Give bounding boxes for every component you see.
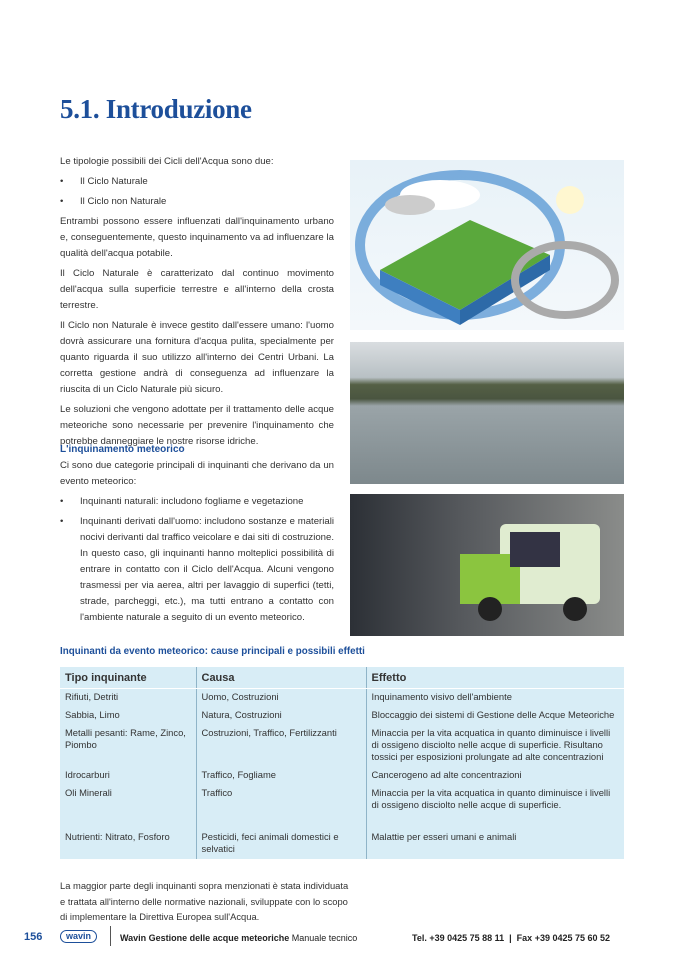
- page-number: 156: [24, 931, 43, 943]
- paragraph: Ci sono due categorie principali di inquinanti che derivano da un evento meteorico:: [60, 460, 334, 487]
- table-cell: Nutrienti: Nitrato, Fosforo: [65, 831, 170, 842]
- table-row: [60, 725, 624, 767]
- table-cell: Sabbia, Limo: [65, 709, 120, 720]
- paragraph: Il Ciclo non Naturale è invece gestito dall'essere umano: l'uomo dovrà assicurare una fornitura d'acqua pulita, specialmente per quanto riguarda il suo utilizzo all'interno dei Centri Urbani. La corretta gestione andrà di conseguenza ad influenzare la riuscita di un Ciclo Naturale più sicuro.: [60, 320, 334, 395]
- table-cell: Traffico, Fogliame: [196, 767, 366, 785]
- water-cycle-illustration: [350, 160, 624, 330]
- table-cell: Cancerogeno ad alte concentrazioni: [366, 767, 624, 785]
- wavin-logo: wavin: [60, 930, 97, 943]
- table-cell: Bloccaggio dei sistemi di Gestione delle Acque Meteoriche: [366, 707, 624, 725]
- table-caption: Inquinanti da evento meteorico: cause principali e possibili effetti: [60, 646, 365, 657]
- footer-title-text: Wavin Gestione delle acque meteoriche: [120, 933, 290, 943]
- list-item: • Il Ciclo Naturale: [60, 174, 334, 190]
- bullet-text: Il Ciclo Naturale: [80, 176, 148, 187]
- table-cell: Uomo, Costruzioni: [196, 689, 366, 708]
- closing-paragraph: La maggior parte degli inquinanti sopra menzionati è stata individuata e trattata all'interno delle normative nazionali, sviluppate con lo scopo di implementare la Direttiva Europea sull'Acqua.: [60, 880, 349, 922]
- table-row: [60, 707, 624, 725]
- footer-subtitle: Manuale tecnico: [291, 933, 358, 943]
- intro-text: Le tipologie possibili dei Cicli dell'Acqua sono due:: [60, 156, 274, 167]
- divider: [110, 926, 111, 946]
- table-row: [60, 689, 624, 708]
- table-row: [60, 767, 624, 785]
- street-sweeper-photo: [350, 494, 624, 636]
- footer-contact: Tel. +39 0425 75 88 11 | Fax +39 0425 75 60 52: [412, 933, 611, 943]
- column-header: Causa: [196, 667, 366, 689]
- pollution-section: [60, 442, 334, 630]
- table-cell: Inquinamento visivo dell'ambiente: [366, 689, 624, 708]
- table-cell: Idrocarburi: [65, 769, 110, 780]
- table-header-row: [60, 667, 624, 689]
- bullet-text: Inquinanti naturali: includono fogliame e vegetazione: [80, 496, 304, 507]
- list-item: • Inquinanti derivati dall'uomo: includono sostanze e materiali nocivi derivanti dal traffico veicolare e dai siti di costruzione. In questo caso, gli inquinanti hanno molteplici possibilità di entrare in contatto con il Ciclo dell'Acqua. Alcuni vengono trasmessi per via aerea, altri per lavaggio di superfici (tetti, strade, parcheggi, etc.), ma tutti entrano a contatto con l'ambiente naturale a seguito di un evento meteorico.: [60, 514, 334, 626]
- river-photo: [350, 342, 624, 484]
- table-cell: Pesticidi, feci animali domestici e selvatici: [196, 829, 366, 859]
- table-cell: Metalli pesanti: Rame, Zinco, Piombo: [65, 727, 186, 750]
- paragraph: Il Ciclo Naturale è caratterizato dal continuo movimento dell'acqua sulla superficie terrestre e all'interno della crosta terrestre.: [60, 268, 334, 311]
- bullet-text: Il Ciclo non Naturale: [80, 196, 167, 207]
- table-cell: Malattie per esseri umani e animali: [366, 829, 624, 859]
- paragraph: Entrambi possono essere influenzati dall'inquinamento urbano e, conseguentemente, questo inquinamento va ad influenzare la qualità dell'acqua potabile.: [60, 216, 334, 259]
- page-title: 5.1. Introduzione: [60, 94, 252, 124]
- table-cell: Costruzioni, Traffico, Fertilizzanti: [196, 725, 366, 767]
- pollutants-table: [60, 667, 624, 859]
- table-cell: Minaccia per la vita acquatica in quanto diminuisce i livelli di ossigeno disciolto nelle acque di superficie.: [366, 785, 624, 829]
- table-cell: Natura, Costruzioni: [196, 707, 366, 725]
- table-cell: Rifiuti, Detriti: [65, 691, 119, 702]
- table-row: [60, 785, 624, 829]
- intro-column: [60, 154, 334, 454]
- list-item: • Il Ciclo non Naturale: [60, 194, 334, 210]
- footer-title: [120, 933, 357, 943]
- paragraph: Le soluzioni che vengono adottate per il trattamento delle acque meteoriche sono necessarie per prevenire l'inquinamento che potrebbe danneggiare le nostre risorse idriche.: [60, 404, 334, 447]
- list-item: • Inquinanti naturali: includono fogliame e vegetazione: [60, 494, 334, 510]
- column-header: Tipo inquinante: [60, 667, 196, 689]
- column-header: Effetto: [366, 667, 624, 689]
- section-heading: L'inquinamento meteorico: [60, 444, 185, 455]
- table-row: [60, 829, 624, 859]
- table-cell: Minaccia per la vita acquatica in quanto diminuisce i livelli di ossigeno disciolto nelle acque di superficie. Risultano tossici per esposizioni prolungate ad alte concentrazioni: [366, 725, 624, 767]
- table-cell: Oli Minerali: [65, 787, 112, 798]
- bullet-text: Inquinanti derivati dall'uomo: includono sostanze e materiali nocivi derivanti dal traffico veicolare e dai siti di costruzione. In questo caso, gli inquinanti hanno molteplici possibilità di entrare in contatto con il Ciclo dell'Acqua. Alcuni vengono trasmessi per via aerea, altri per lavaggio di superfici (tetti, strade, parcheggi, etc.), ma tutti entrano a contatto con l'ambiente naturale a seguito di un evento meteorico.: [80, 516, 334, 623]
- table-cell: Traffico: [196, 785, 366, 829]
